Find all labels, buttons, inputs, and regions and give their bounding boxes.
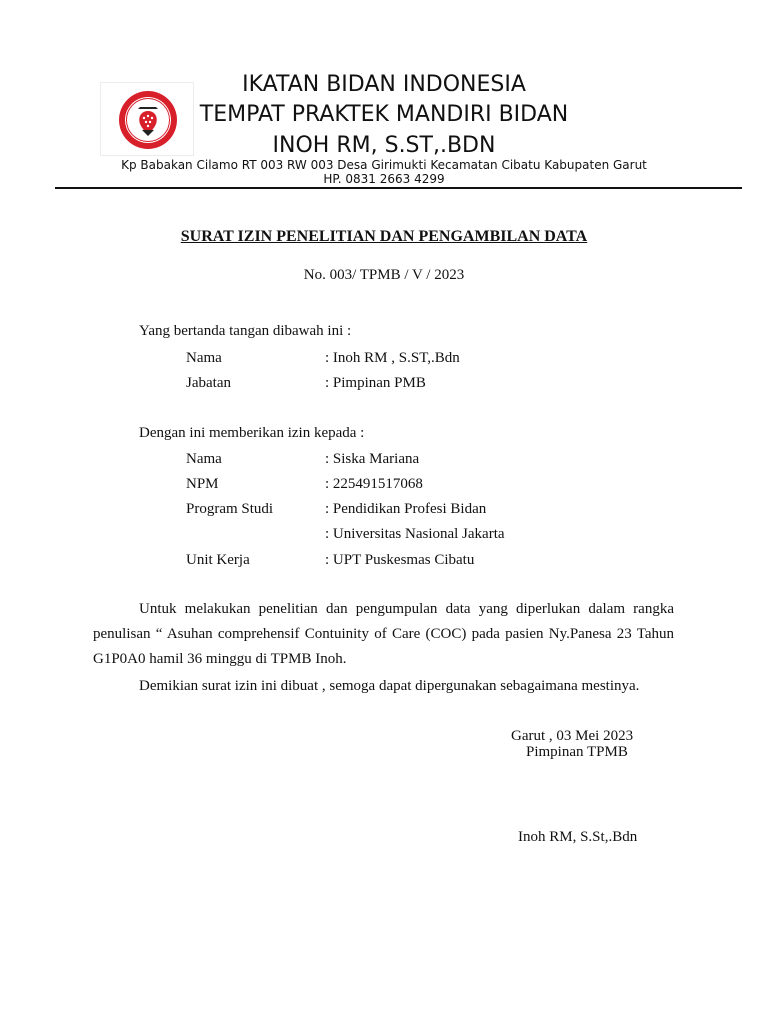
org-line-1: IKATAN BIDAN INDONESIA xyxy=(242,72,526,97)
intro-text: Yang bertanda tangan dibawah ini : xyxy=(139,323,352,339)
recipient-unit-label: Unit Kerja xyxy=(186,552,250,568)
recipient-program-label: Program Studi xyxy=(186,501,274,517)
signer-name-value: : Inoh RM , S.ST,.Bdn xyxy=(325,350,460,366)
signer-position-title: Pimpinan TPMB xyxy=(526,744,628,760)
recipient-npm-label: NPM xyxy=(186,476,219,492)
recipient-name-label: Nama xyxy=(186,451,222,467)
signer-position-value: : Pimpinan PMB xyxy=(325,375,426,391)
recipient-university-value: : Universitas Nasional Jakarta xyxy=(325,526,505,542)
recipient-unit-value: : UPT Puskesmas Cibatu xyxy=(325,552,475,568)
body-paragraph: Untuk melakukan penelitian dan pengumpulan data yang diperlukan dalam rangka penulisan “ Asuhan comprehensif Contuinity of Care (COC) pada pasien Ny.Panesa 23 Tahun G1P0A0 hamil 36 minggu di TPMB Inoh. xyxy=(93,601,674,667)
signer-position-label: Jabatan xyxy=(186,375,231,391)
letter-number: No. 003/ TPMB / V / 2023 xyxy=(303,267,465,283)
recipient-program-value: : Pendidikan Profesi Bidan xyxy=(325,501,487,517)
closing-text: Demikian surat izin ini dibuat , semoga dapat dipergunakan sebagaimana mestinya. xyxy=(139,678,640,694)
signer-name-label: Nama xyxy=(186,350,222,366)
recipient-name-value: : Siska Mariana xyxy=(325,451,420,467)
address-line: Kp Babakan Cilamo RT 003 RW 003 Desa Girimukti Kecamatan Cibatu Kabupaten Garut xyxy=(121,158,647,172)
signer-name-signature: Inoh RM, S.St,.Bdn xyxy=(518,829,638,845)
recipient-npm-value: : 225491517068 xyxy=(325,476,423,492)
grant-intro-text: Dengan ini memberikan izin kepada : xyxy=(139,425,365,441)
header-divider xyxy=(55,187,742,189)
org-line-2: TEMPAT PRAKTEK MANDIRI BIDAN xyxy=(199,102,569,127)
org-line-3: INOH RM, S.ST,.BDN xyxy=(272,133,496,158)
phone-line: HP. 0831 2663 4299 xyxy=(323,172,445,186)
place-date: Garut , 03 Mei 2023 xyxy=(511,728,634,744)
letter-title: SURAT IZIN PENELITIAN DAN PENGAMBILAN DATA xyxy=(180,228,588,245)
